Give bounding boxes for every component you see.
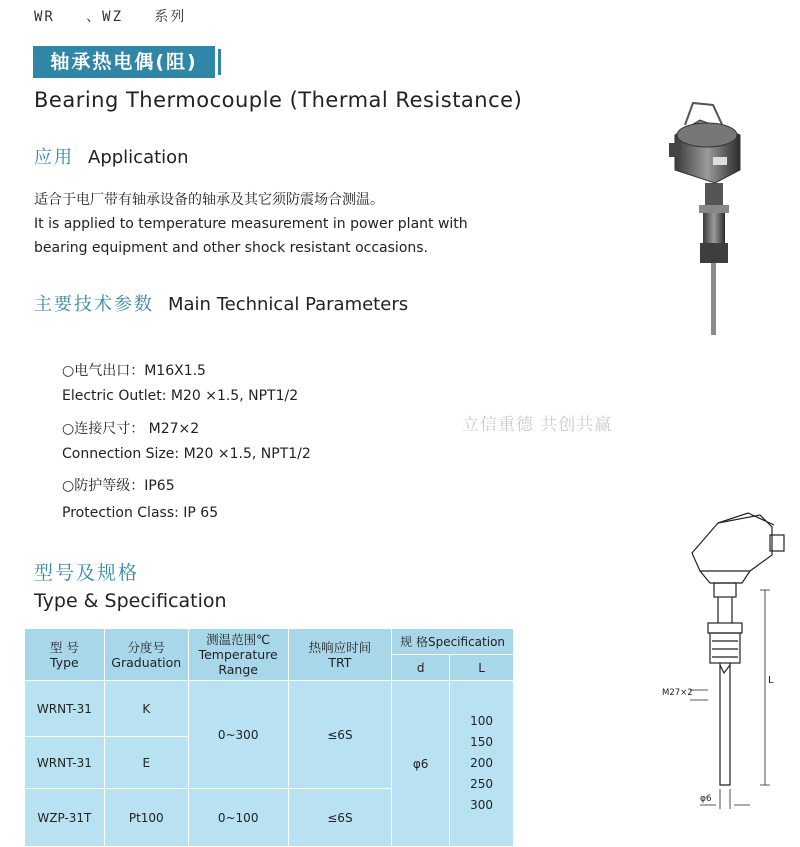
spec-heading-cn: 型号及规格 [34,562,140,584]
application-text [34,188,504,260]
row3-type: WZP-31T [25,789,105,847]
header-d: d [392,655,450,681]
connection-size-en: Connection Size: M20 ×1.5, NPT1/2 [62,446,311,462]
row1-grad: K [104,681,188,737]
header-range-en-1: Temperature [198,647,278,662]
header-type-cn: 型 号 [49,639,79,655]
header-range-cn: 测温范围℃ [206,632,271,647]
header-grad-cn: 分度号 [127,639,166,655]
row3-range: 0~100 [188,789,288,847]
header-type [25,629,105,681]
drawing-length-label: L [768,675,774,686]
drawing-thread-label: M27×2 [662,688,693,698]
spec-table [24,628,514,847]
row1-type: WRNT-31 [25,681,105,737]
drawing-diameter-label: φ6 [700,794,712,804]
application-text-en-1: It is applied to temperature measurement in power plant with [34,216,468,232]
watermark-text: 立信重德 共创共赢 [462,415,613,435]
parameters-heading [34,290,408,316]
header-trt-en: TRT [328,654,352,670]
l-values [450,681,514,847]
protection-class-en: Protection Class: IP 65 [62,505,219,521]
l-value: 200 [470,756,493,770]
series-label: WR 、WZ 系列 [34,9,187,25]
row2-type: WRNT-31 [25,737,105,789]
merged-trt: ≤6S [288,681,392,789]
row2-grad: E [104,737,188,789]
electric-outlet-en: Electric Outlet: M20 ×1.5, NPT1/2 [62,388,299,404]
header-graduation [104,629,188,681]
row3-grad: Pt100 [104,789,188,847]
spec-heading-en: Type & Specification [34,590,227,612]
parameters-heading-cn: 主要技术参数 [34,294,154,315]
application-heading-cn: 应用 [34,147,74,168]
header-range-en-2: Range [218,662,258,677]
header-range [188,629,288,681]
row3-trt: ≤6S [288,789,392,847]
technical-drawing [660,505,800,840]
protection-class-cn: ○防护等级：IP65 [62,478,175,494]
l-value: 300 [470,798,493,812]
merged-range: 0~300 [188,681,288,789]
header-grad-en: Graduation [111,654,182,670]
application-heading-en: Application [88,147,189,168]
header-type-en: Type [50,654,79,670]
product-photo [655,95,765,340]
product-title-en: Bearing Thermocouple (Thermal Resistance) [34,88,523,112]
l-value: 150 [470,735,493,749]
parameters-heading-en: Main Technical Parameters [168,294,409,315]
header-trt [288,629,392,681]
application-text-en-2: bearing equipment and other shock resistant occasions. [34,240,428,256]
l-value: 250 [470,777,493,791]
table-row [25,681,514,737]
product-title-cn: 轴承热电偶(阻) [33,46,215,78]
header-l: L [450,655,514,681]
application-heading [34,143,189,169]
header-spec: 规 格Specification [392,629,514,655]
electric-outlet-cn: ○电气出口：M16X1.5 [62,363,206,379]
header-trt-cn: 热响应时间 [308,639,372,655]
l-value: 100 [470,714,493,728]
application-text-cn: 适合于电厂带有轴承设备的轴承及其它须防震场合测温。 [34,192,384,208]
connection-size-cn: ○连接尺寸： M27×2 [62,421,200,437]
d-value: φ6 [392,681,450,847]
